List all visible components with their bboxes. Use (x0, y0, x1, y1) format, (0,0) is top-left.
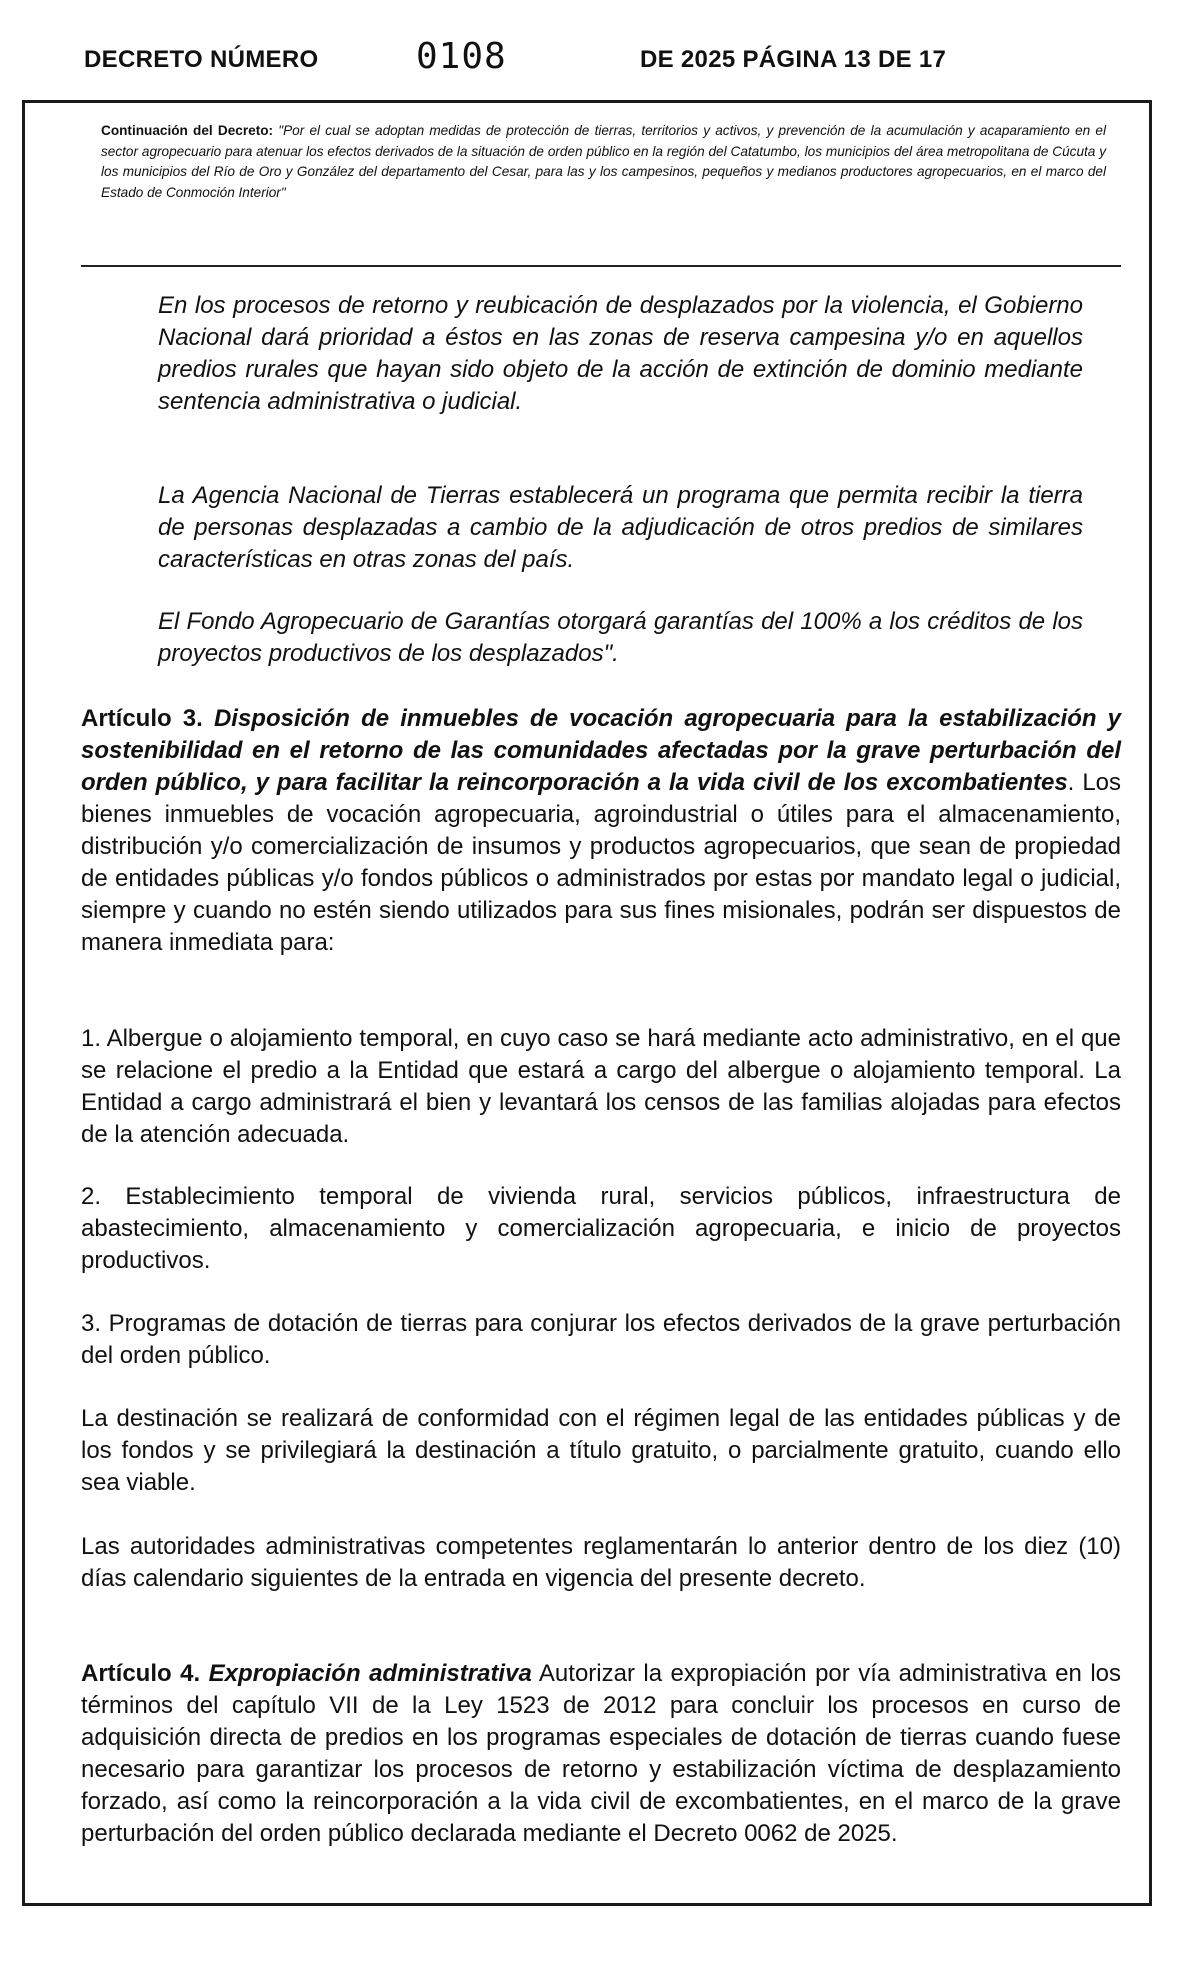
destination-paragraph: La destinación se realizará de conformidad con el régimen legal de las entidades públicas y de los fondos y se privilegiará la destinación a título gratuito, o parcialmente gratuito, cuando ello sea viable. (81, 1405, 1121, 1496)
heading-divider (81, 265, 1121, 267)
continuation-heading (101, 121, 1106, 203)
decree-number: 0108 (416, 36, 507, 77)
article-4-title: Expropiación administrativa (208, 1660, 532, 1687)
article-4 (81, 1658, 1121, 1850)
article-3 (81, 703, 1121, 959)
article-3-item: 3. Programas de dotación de tierras para conjurar los efectos derivados de la grave perturbación del orden público. (81, 1310, 1121, 1369)
article-3-body: . Los bienes inmuebles de vocación agropecuaria, agroindustrial o útiles para el almacenamiento, distribución y/o comercialización de insumos y productos agropecuarios, que sean de propiedad de entidades públicas y/o fondos públicos o administrados por estas por mandato legal o judicial, siempre y cuando no estén siendo utilizados para sus fines misionales, podrán ser dispuestos de manera inmediata para: (81, 769, 1122, 956)
year-page-label: DE 2025 PÁGINA 13 DE 17 (640, 46, 947, 73)
page-header (84, 36, 1124, 86)
article-4-body: Autorizar la expropiación por vía administrativa en los términos del capítulo VII de la Ley 1523 de 2012 para concluir los procesos en curso de adquisición directa de predios en los programas especiales de dotación de tierras cuando fuese necesario para garantizar los procesos de retorno y estabilización víctima de desplazamiento forzado, así como la reincorporación a la vida civil de excombatientes, en el marco de la grave perturbación del orden público declarada mediante el Decreto 0062 de 2025. (81, 1660, 1121, 1847)
article-3-item: 2. Establecimiento temporal de vivienda rural, servicios públicos, infraestructura de abastecimiento, almacenamiento y comercialización agropecuaria, e inicio de proyectos productivos. (81, 1183, 1121, 1274)
continuation-text: "Por el cual se adoptan medidas de protección de tierras, territorios y activos, y prevención de la acumulación y acaparamiento en el sector agropecuario para atenuar los efectos derivados de la situación de orden público en la región del Catatumbo, los municipios del área metropolitana de Cúcuta y los municipios del Río de Oro y González del departamento del Cesar, para las y los campesinos, pequeños y medianos productores agropecuarios, en el marco del Estado de Conmoción Interior" (101, 123, 1106, 200)
quoted-paragraph: En los procesos de retorno y reubicación de desplazados por la violencia, el Gobierno Nacional dará prioridad a éstos en las zonas de reserva campesina y/o en aquellos predios rurales que hayan sido objeto de la acción de extinción de dominio mediante sentencia administrativa o judicial. (158, 292, 1083, 415)
article-3-title: Disposición de inmuebles de vocación agropecuaria para la estabilización y sostenibilidad en el retorno de las comunidades afectadas por la grave perturbación del orden público, y para facilitar la reincorporación a la vida civil de los excombatientes (81, 705, 1121, 796)
article-3-label: Artículo 3. (81, 705, 203, 732)
document-frame (22, 100, 1152, 1906)
authorities-paragraph: Las autoridades administrativas competentes reglamentarán lo anterior dentro de los diez (10) días calendario siguientes de la entrada en vigencia del presente decreto. (81, 1533, 1121, 1592)
quoted-paragraph: El Fondo Agropecuario de Garantías otorgará garantías del 100% a los créditos de los proyectos productivos de los desplazados". (158, 608, 1083, 667)
quoted-paragraph: La Agencia Nacional de Tierras establecerá un programa que permita recibir la tierra de personas desplazadas a cambio de la adjudicación de otros predios de similares características en otras zonas del país. (158, 482, 1083, 573)
article-3-item: 1. Albergue o alojamiento temporal, en cuyo caso se hará mediante acto administrativo, en el que se relacione el predio a la Entidad que estará a cargo del albergue o alojamiento temporal. La Entidad a cargo administrará el bien y levantará los censos de las familias alojadas para efectos de la atención adecuada. (81, 1025, 1121, 1148)
article-4-label: Artículo 4. (81, 1660, 201, 1687)
decree-label: DECRETO NÚMERO (84, 46, 319, 73)
continuation-label: Continuación del Decreto: (101, 123, 274, 138)
